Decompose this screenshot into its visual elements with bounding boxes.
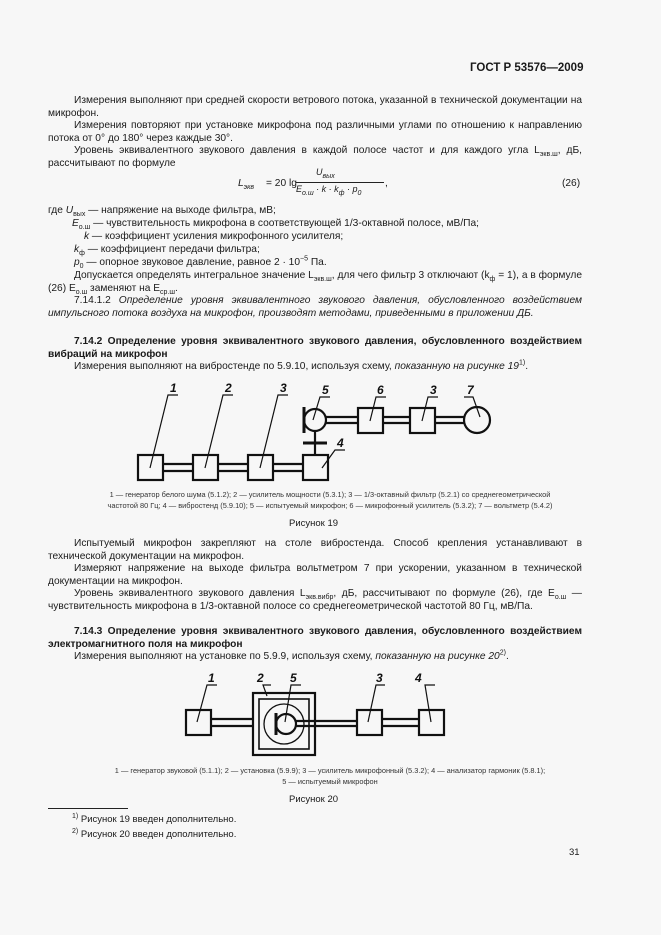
svg-text:1: 1	[170, 381, 177, 395]
paragraph-wind-speed: Измерения выполняют при средней скорости ветрового потока, указанной в технической документации на микрофон.	[48, 95, 582, 119]
svg-text:2: 2	[225, 381, 232, 395]
footnote-2: $^{2)}$ Рисунок 20 введен дополнительно.	[72, 827, 237, 840]
section-7-14-3-text: Измерения выполняют на установке по 5.9.9, используя схему, показанную на рисунке 20$^{2)}$.	[74, 649, 509, 662]
svg-text:3: 3	[376, 671, 383, 685]
section-7-14-3-title: 7.14.3 Определение уровня эквивалентного звукового давления, обусловленного воздействием электромагнитного поля на микрофон	[48, 626, 582, 650]
svg-text:4: 4	[337, 436, 344, 450]
definition-k: k — коэффициент усиления микрофонного усилителя;	[84, 231, 344, 242]
formula-26: $L_{экв}$ = 20 lg $U_{вых}$ $E_{о.ш} \cdot k \cdot k_ф \cdot p_0$ ,	[238, 167, 388, 197]
definition-u: где $U_{вых}$ — напряжение на выходе фильтра, мВ;	[48, 205, 276, 219]
formula-numerator: $U_{вых}$	[316, 167, 335, 180]
formula-eq: = 20 lg	[266, 178, 297, 189]
paragraph-mounting: Испытуемый микрофон закрепляют на столе вибростенда. Способ крепления устанавливают в технической документации на микрофон.	[48, 538, 582, 562]
formula-lhs: $L_{экв}$	[238, 178, 255, 192]
footnote-1: $^{1)}$ Рисунок 19 введен дополнительно.	[72, 812, 237, 825]
paragraph-voltmeter: Измеряют напряжение на выходе фильтра вольтметром 7 при ускорении, указанном в технической документации на микрофон.	[48, 563, 582, 587]
svg-text:7: 7	[467, 383, 474, 397]
figure-20-title: Рисунок 20	[289, 794, 339, 805]
svg-text:6: 6	[377, 383, 384, 397]
section-7-14-2-title: 7.14.2 Определение уровня эквивалентного звукового давления, обусловленного воздействием вибраций на микрофон	[48, 336, 582, 360]
definition-p0: $p_0$ — опорное звуковое давление, равное $2 \cdot 10^{-5}$ Па.	[74, 255, 327, 271]
document-header: ГОСТ Р 53576—2009	[470, 62, 584, 74]
page-number: 31	[569, 847, 580, 858]
figure-20-caption: 1 — генератор звуковой (5.1.1); 2 — установка (5.9.9); 3 — усилитель микрофонный (5.3.2); 4 — анализатор гармоник (5.8.1); 5 — испытуемый микрофон	[114, 766, 546, 786]
svg-text:3: 3	[430, 383, 437, 397]
paragraph-vibration-level: Уровень эквивалентного звукового давления $L_{экв.вибр}$, дБ, рассчитывают по формуле (26), где $E_{о.ш}$ — чувствительность микрофона в 1/3-октавной полосе со среднегеометрической частотой 80 Гц, мВ/Па.	[48, 588, 582, 612]
definition-kf: $k_ф$ — коэффициент передачи фильтра;	[74, 244, 260, 258]
figure-20-diagram	[175, 665, 465, 760]
formula-number: (26)	[562, 178, 581, 189]
figure-19-caption: 1 — генератор белого шума (5.1.2); 2 — усилитель мощности (5.3.1); 3 — 1/3-октавный фильтр (5.2.1) со среднегеометрической частотой 80 Гц; 4 — вибростенд (5.9.10); 5 — испытуемый микрофон; 6 — микрофонный усилитель (5.3.2); 7 — вольтметр (5.4.2)	[107, 490, 553, 510]
paragraph-level-intro: Уровень эквивалентного звукового давления в каждой полосе частот и для каждого угла $L_{экв.ш}$, дБ, рассчитывают по формуле	[48, 145, 582, 169]
svg-text:2: 2	[257, 671, 264, 685]
definition-e: $E_{о.ш}$ — чувствительность микрофона в соответствующей 1/3-октавной полосе, мВ/Па;	[72, 218, 479, 232]
svg-text:4: 4	[415, 671, 422, 685]
figure-19-diagram	[130, 375, 510, 485]
svg-text:5: 5	[322, 383, 329, 397]
section-7-14-2-text: Измерения выполняют на вибростенде по 5.9.10, используя схему, показанную на рисунке 19$^{1)}$.	[74, 359, 529, 372]
footnote-separator	[48, 808, 128, 809]
figure-19-title: Рисунок 19	[289, 518, 339, 529]
formula-denominator: $E_{о.ш} \cdot k \cdot k_ф \cdot p_0$	[296, 184, 362, 197]
svg-text:1: 1	[208, 671, 215, 685]
section-7-14-1-2: 7.14.1.2 Определение уровня эквивалентного звукового давления, обусловленного воздействием импульсного потока воздуха на микрофон, производят методами, приведенными в приложении ДБ.	[48, 295, 583, 319]
svg-text:5: 5	[290, 671, 297, 685]
paragraph-integral: Допускается определять интегральное значение $L_{экв.ш}$, для чего фильтр 3 отключают $(k_ф = 1)$, а в формуле (26) $E_{о.ш}$ заменяют на $E_{ср.ш}$.	[48, 270, 582, 296]
svg-text:3: 3	[280, 381, 287, 395]
fraction-bar	[296, 182, 384, 183]
paragraph-angles: Измерения повторяют при установке микрофона под различными углами по отношению к направлению потока от 0° до 180° через каждые 30°.	[48, 120, 582, 144]
